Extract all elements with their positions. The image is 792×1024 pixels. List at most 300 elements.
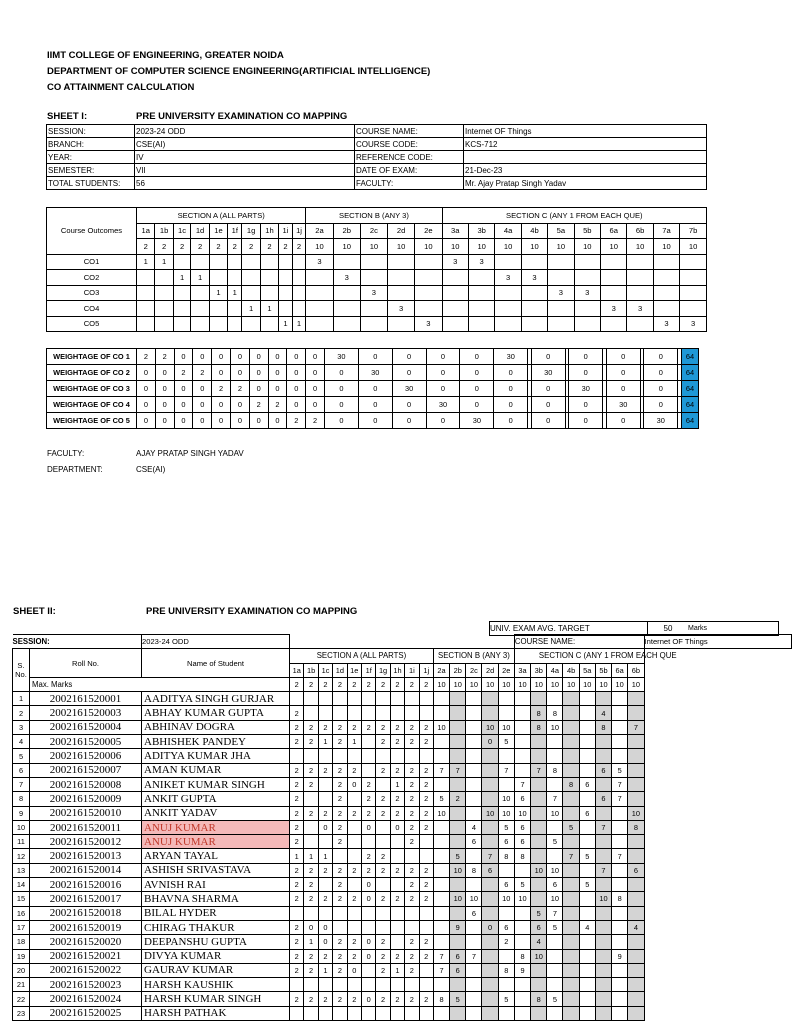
student-mark: 0: [347, 777, 361, 791]
student-mark: [595, 777, 611, 791]
co-question-1j: 1j: [292, 223, 306, 239]
co-row: [47, 316, 707, 332]
student-mark: [595, 878, 611, 892]
student-mark: 6: [595, 792, 611, 806]
co-cell: 3: [521, 270, 547, 286]
student-mark: 0: [318, 920, 332, 934]
weightage-cell: 0: [306, 397, 325, 413]
student-mark: [419, 906, 433, 920]
student-mark: [547, 692, 563, 706]
student-mark: [628, 763, 644, 777]
weightage-cell: 0: [287, 349, 306, 365]
student-mark: 6: [450, 963, 466, 977]
co-cell: [548, 254, 574, 270]
student-mark: [390, 835, 404, 849]
student-roll: 2002161520022: [30, 963, 142, 977]
co-cell: 1: [137, 254, 155, 270]
weightage-cell: 0: [606, 365, 640, 381]
student-mark: 10: [547, 806, 563, 820]
student-mark: [333, 749, 347, 763]
table-row[interactable]: [13, 892, 792, 906]
student-mark: 2: [304, 992, 318, 1006]
co-cell: [495, 301, 521, 317]
student-mark: 10: [498, 892, 514, 906]
table-row[interactable]: [13, 806, 792, 820]
student-mark: 2: [376, 849, 390, 863]
student-mark: [419, 920, 433, 934]
student-mark: [563, 735, 579, 749]
student-mark: 2: [347, 720, 361, 734]
co-cell: [468, 270, 494, 286]
student-mark: [531, 792, 547, 806]
co-cell: 1: [191, 270, 209, 286]
weightage-cell: 30: [494, 349, 528, 365]
student-mark: 6: [466, 906, 482, 920]
student-mark: [579, 792, 595, 806]
student-mark: 5: [450, 992, 466, 1006]
student-mark: 0: [318, 935, 332, 949]
student-mark: 2: [318, 806, 332, 820]
co-cell: 3: [548, 285, 574, 301]
co-cell: [228, 254, 242, 270]
student-mark: [563, 720, 579, 734]
student-mark: 5: [547, 920, 563, 934]
student-roll: 2002161520021: [30, 949, 142, 963]
co-cell: [260, 285, 278, 301]
student-mark: [498, 749, 514, 763]
table-row[interactable]: [13, 920, 792, 934]
student-mark: 10: [547, 863, 563, 877]
reference-code-label: REFERENCE CODE:: [355, 151, 464, 164]
student-mark: [595, 735, 611, 749]
student-mark: [612, 820, 628, 834]
table-row[interactable]: [13, 763, 792, 777]
weightage-cell: 0: [155, 365, 174, 381]
co-cell: 3: [415, 316, 442, 332]
student-mark: 2: [405, 720, 419, 734]
s2-max-mark: 2: [318, 677, 332, 691]
table-row[interactable]: [13, 906, 792, 920]
student-mark: [290, 906, 304, 920]
student-mark: [376, 706, 390, 720]
student-mark: [628, 906, 644, 920]
co-question-2c: 2c: [360, 223, 387, 239]
student-mark: [498, 706, 514, 720]
table-row[interactable]: [13, 949, 792, 963]
student-mark: 2: [304, 878, 318, 892]
student-mark: 2: [333, 892, 347, 906]
co-cell: 1: [292, 316, 306, 332]
student-mark: 1: [347, 735, 361, 749]
student-mark: [304, 820, 318, 834]
student-mark: [531, 749, 547, 763]
student-mark: [347, 849, 361, 863]
student-sno: 19: [13, 949, 30, 963]
student-mark: 2: [419, 806, 433, 820]
table-row[interactable]: [13, 963, 792, 977]
weightage-cell: 0: [249, 381, 268, 397]
student-mark: 6: [450, 949, 466, 963]
student-mark: 2: [405, 835, 419, 849]
student-roll: 2002161520024: [30, 992, 142, 1006]
student-mark: [405, 706, 419, 720]
weightage-cell: 0: [324, 413, 358, 429]
co-cell: [260, 316, 278, 332]
s2-blank: [290, 635, 515, 649]
student-mark: 7: [433, 949, 449, 963]
table-row[interactable]: [13, 777, 792, 791]
co-cell: [548, 270, 574, 286]
student-mark: [482, 949, 498, 963]
student-mark: [333, 692, 347, 706]
co-max-mark: 2: [279, 239, 292, 255]
co-cell: [653, 254, 679, 270]
student-mark: [628, 706, 644, 720]
weightage-cell: 0: [287, 397, 306, 413]
student-roll: 2002161520008: [30, 777, 142, 791]
weightage-cell: 0: [392, 397, 426, 413]
co-cell: 3: [360, 285, 387, 301]
student-mark: 2: [390, 863, 404, 877]
table-row[interactable]: [13, 692, 792, 706]
student-mark: 2: [290, 892, 304, 906]
co-question-5b: 5b: [574, 223, 600, 239]
weightage-cell: 30: [531, 365, 565, 381]
co-max-mark: 10: [653, 239, 679, 255]
student-mark: [628, 735, 644, 749]
student-mark: [595, 692, 611, 706]
student-name: GAURAV KUMAR: [142, 963, 290, 977]
weightage-cell: 0: [193, 381, 212, 397]
table-row[interactable]: [13, 720, 792, 734]
student-mark: 6: [514, 820, 530, 834]
weightage-total: 64: [682, 397, 699, 413]
student-mark: [498, 863, 514, 877]
student-mark: [466, 806, 482, 820]
student-mark: 6: [498, 835, 514, 849]
weightage-cell: 0: [230, 397, 249, 413]
student-mark: 2: [304, 806, 318, 820]
co-cell: [360, 270, 387, 286]
section-a-header: SECTION A (ALL PARTS): [137, 208, 306, 224]
student-mark: [466, 920, 482, 934]
student-mark: [419, 749, 433, 763]
student-mark: [347, 706, 361, 720]
co-cell: [155, 316, 173, 332]
student-mark: [466, 978, 482, 992]
student-mark: [466, 849, 482, 863]
student-mark: 2: [304, 720, 318, 734]
student-mark: [595, 806, 611, 820]
student-mark: [376, 878, 390, 892]
student-mark: [304, 792, 318, 806]
student-sno: 4: [13, 735, 30, 749]
course-code-value: KCS-712: [464, 138, 707, 151]
student-mark: [563, 935, 579, 949]
student-mark: 7: [595, 820, 611, 834]
student-mark: [361, 978, 375, 992]
co-cell: 3: [442, 254, 468, 270]
s2-question-1a: 1a: [290, 663, 304, 677]
student-mark: 10: [547, 720, 563, 734]
student-mark: 0: [361, 992, 375, 1006]
student-mark: [612, 720, 628, 734]
student-mark: 2: [290, 992, 304, 1006]
student-mark: [579, 835, 595, 849]
student-mark: 2: [347, 863, 361, 877]
student-name: BILAL HYDER: [142, 906, 290, 920]
table-row[interactable]: [13, 878, 792, 892]
co-max-mark: 10: [574, 239, 600, 255]
branch-label: BRANCH:: [47, 138, 135, 151]
student-mark: [347, 835, 361, 849]
table-row[interactable]: [13, 749, 792, 763]
student-mark: 2: [304, 963, 318, 977]
table-row[interactable]: [13, 792, 792, 806]
co-cell: [360, 254, 387, 270]
co-cell: [468, 301, 494, 317]
session-label: SESSION:: [47, 125, 135, 138]
student-roll: 2002161520001: [30, 692, 142, 706]
s2-max-mark: 10: [482, 677, 498, 691]
student-mark: 2: [405, 992, 419, 1006]
student-mark: 2: [361, 777, 375, 791]
student-mark: [498, 949, 514, 963]
student-mark: 8: [514, 949, 530, 963]
table-row[interactable]: [13, 863, 792, 877]
student-mark: [579, 935, 595, 949]
student-mark: [361, 906, 375, 920]
student-name: AADITYA SINGH GURJAR: [142, 692, 290, 706]
student-mark: [498, 906, 514, 920]
student-mark: [595, 920, 611, 934]
student-mark: 2: [333, 949, 347, 963]
student-mark: [466, 935, 482, 949]
weightage-cell: 30: [392, 381, 426, 397]
student-mark: 8: [531, 706, 547, 720]
co-cell: [191, 254, 209, 270]
student-mark: [482, 978, 498, 992]
student-sno: 15: [13, 892, 30, 906]
weightage-cell: 0: [193, 397, 212, 413]
student-mark: 6: [498, 920, 514, 934]
student-mark: [563, 706, 579, 720]
course-name-value: Internet OF Things: [464, 125, 707, 138]
student-mark: [333, 906, 347, 920]
student-mark: [612, 1006, 628, 1020]
student-name: ARYAN TAYAL: [142, 849, 290, 863]
student-mark: 7: [595, 863, 611, 877]
student-mark: [563, 1006, 579, 1020]
student-mark: 1: [304, 935, 318, 949]
date-label: DATE OF EXAM:: [355, 164, 464, 177]
table-row[interactable]: [13, 706, 792, 720]
student-name: HARSH KUMAR SINGH: [142, 992, 290, 1006]
student-sno: 14: [13, 878, 30, 892]
student-mark: 1: [290, 849, 304, 863]
student-mark: 2: [419, 820, 433, 834]
student-mark: 2: [304, 863, 318, 877]
faculty-value: Mr. Ajay Pratap Singh Yadav: [464, 177, 707, 190]
student-mark: [318, 835, 332, 849]
student-mark: 10: [531, 863, 547, 877]
student-mark: 0: [361, 820, 375, 834]
student-mark: 10: [498, 720, 514, 734]
student-mark: 0: [482, 735, 498, 749]
student-mark: [579, 949, 595, 963]
co-cell: [333, 254, 360, 270]
student-mark: [290, 692, 304, 706]
table-row[interactable]: [13, 849, 792, 863]
table-row[interactable]: [13, 835, 792, 849]
s2-max-mark: 2: [390, 677, 404, 691]
student-mark: [612, 878, 628, 892]
student-mark: [579, 892, 595, 906]
student-sno: 7: [13, 777, 30, 791]
student-mark: [450, 878, 466, 892]
student-mark: [347, 792, 361, 806]
s2-question-2e: 2e: [498, 663, 514, 677]
student-mark: [628, 935, 644, 949]
student-mark: 2: [333, 735, 347, 749]
student-mark: 5: [498, 735, 514, 749]
s2-max-mark: 10: [612, 677, 628, 691]
student-mark: 2: [361, 863, 375, 877]
student-mark: [547, 849, 563, 863]
s2-max-mark: 10: [579, 677, 595, 691]
weightage-cell: 2: [287, 413, 306, 429]
student-mark: 4: [531, 935, 547, 949]
co-cell: [574, 301, 600, 317]
student-mark: 2: [290, 935, 304, 949]
co-question-5a: 5a: [548, 223, 574, 239]
s2-max-mark: 2: [333, 677, 347, 691]
co-question-1d: 1d: [191, 223, 209, 239]
student-mark: [433, 820, 449, 834]
branch-value: CSE(AI): [135, 138, 355, 151]
co-cell: [415, 301, 442, 317]
student-mark: [405, 749, 419, 763]
weightage-total: 64: [682, 413, 699, 429]
student-mark: 2: [333, 935, 347, 949]
student-mark: [376, 1006, 390, 1020]
student-mark: [612, 692, 628, 706]
table-row[interactable]: [13, 735, 792, 749]
student-mark: [498, 1006, 514, 1020]
student-marks-viewport[interactable]: [12, 634, 768, 1024]
weightage-cell: 0: [392, 413, 426, 429]
student-mark: 2: [376, 763, 390, 777]
co-cell: [627, 285, 653, 301]
student-mark: 10: [498, 806, 514, 820]
student-mark: [482, 763, 498, 777]
student-mark: [514, 735, 530, 749]
student-mark: [450, 906, 466, 920]
co-cell: [415, 285, 442, 301]
student-mark: [595, 949, 611, 963]
weightage-cell: 2: [174, 365, 193, 381]
co-cell: [495, 316, 521, 332]
student-mark: 2: [390, 720, 404, 734]
student-mark: 5: [531, 906, 547, 920]
student-name: BHAVNA SHARMA: [142, 892, 290, 906]
session-value: 2023-24 ODD: [135, 125, 355, 138]
table-row[interactable]: [13, 820, 792, 834]
student-mark: [612, 735, 628, 749]
student-mark: 10: [482, 806, 498, 820]
student-mark: 2: [290, 777, 304, 791]
student-mark: 10: [433, 806, 449, 820]
student-mark: 6: [531, 920, 547, 934]
table-row[interactable]: [13, 992, 792, 1006]
student-name: ANUJ KUMAR: [142, 835, 290, 849]
student-mark: [514, 920, 530, 934]
co-cell: [680, 285, 707, 301]
student-mark: 2: [376, 863, 390, 877]
student-mark: 2: [376, 992, 390, 1006]
weightage-row: [47, 381, 699, 397]
weightage-cell: 0: [268, 413, 287, 429]
weightage-cell: 0: [230, 365, 249, 381]
student-mark: [514, 992, 530, 1006]
student-mark: [361, 706, 375, 720]
weightage-cell: 30: [569, 381, 603, 397]
student-mark: 10: [531, 949, 547, 963]
student-mark: 2: [405, 763, 419, 777]
student-mark: [514, 706, 530, 720]
table-row[interactable]: [13, 978, 792, 992]
co-question-1i: 1i: [279, 223, 292, 239]
weightage-cell: 0: [358, 413, 392, 429]
s2-max-mark: 10: [450, 677, 466, 691]
student-mark: [290, 978, 304, 992]
co-max-mark: 10: [442, 239, 468, 255]
student-mark: [376, 692, 390, 706]
sheet2-title: PRE UNIVERSITY EXAMINATION CO MAPPING: [146, 606, 358, 617]
student-mark: [390, 978, 404, 992]
student-mark: [361, 920, 375, 934]
student-mark: [612, 749, 628, 763]
s2-question-5a: 5a: [579, 663, 595, 677]
co-cell: [333, 316, 360, 332]
student-name: DIVYA KUMAR: [142, 949, 290, 963]
table-row[interactable]: [13, 1006, 792, 1020]
co-row: [47, 254, 707, 270]
co-max-mark: 10: [360, 239, 387, 255]
student-mark: [628, 949, 644, 963]
weightage-cell: 0: [155, 413, 174, 429]
student-mark: 5: [547, 835, 563, 849]
co-cell: [228, 301, 242, 317]
co-cell: [627, 316, 653, 332]
weightage-label: WEIGHTAGE OF CO 4: [47, 397, 137, 413]
student-mark: 7: [547, 792, 563, 806]
student-mark: [595, 906, 611, 920]
student-mark: 2: [290, 820, 304, 834]
table-row[interactable]: [13, 935, 792, 949]
co-cell: 3: [653, 316, 679, 332]
co-cell: [521, 316, 547, 332]
weightage-total: 64: [682, 381, 699, 397]
student-name: AMAN KUMAR: [142, 763, 290, 777]
weightage-cell: 0: [155, 397, 174, 413]
student-roll: 2002161520017: [30, 892, 142, 906]
student-mark: 2: [290, 720, 304, 734]
s2-max-mark: 10: [628, 677, 644, 691]
student-mark: 2: [333, 992, 347, 1006]
student-mark: [466, 692, 482, 706]
student-mark: 2: [390, 892, 404, 906]
